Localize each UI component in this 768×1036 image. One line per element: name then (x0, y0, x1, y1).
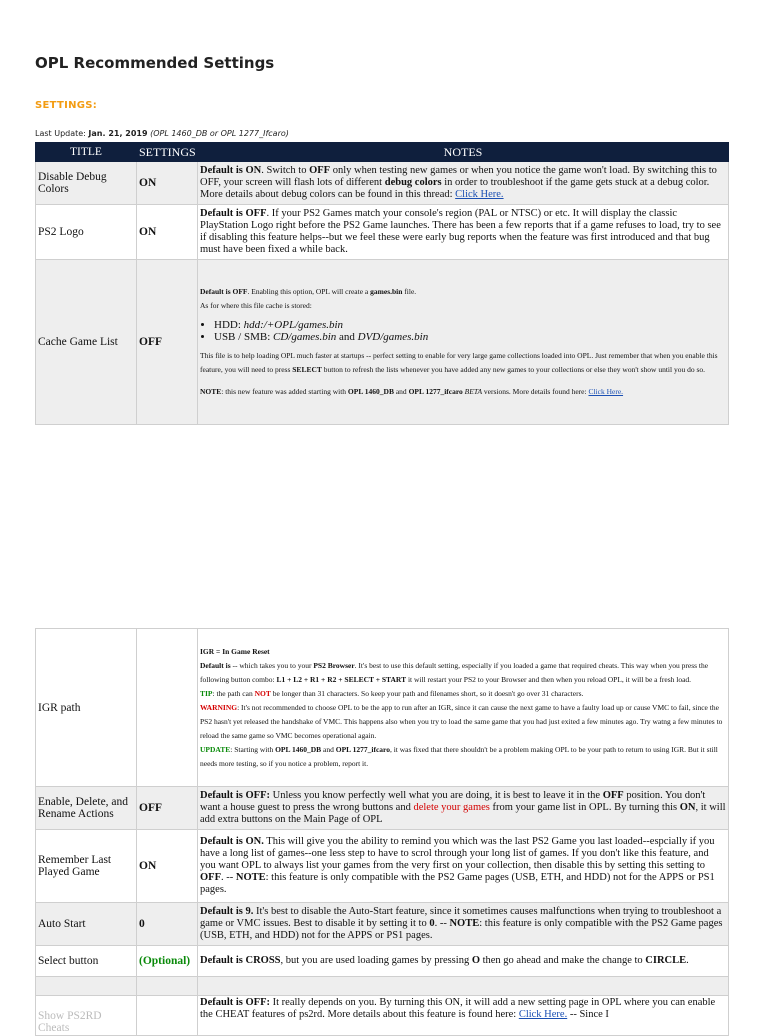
note-text: : this new feature was added starting with (221, 387, 348, 396)
igr-update (200, 743, 726, 771)
page-title: OPL Recommended Settings (35, 54, 275, 72)
last-update-date: Jan. 21, 2019 (88, 129, 148, 138)
row-notes (198, 205, 729, 260)
note-bold: SELECT (292, 365, 322, 374)
usb-label: USB / SMB: (214, 331, 273, 343)
table-row (36, 205, 729, 260)
settings-heading: SETTINGS: (35, 100, 98, 111)
note-bold: O (471, 955, 480, 966)
row-setting (137, 977, 198, 996)
note-bold: OFF (200, 872, 221, 883)
note-bold: Default is OFF: (200, 997, 270, 1008)
note-bold: OPL 1277_ifcaro (408, 387, 463, 396)
note-text: -- which takes you to your (230, 660, 314, 670)
table-row (36, 830, 729, 903)
table-row (36, 260, 729, 425)
igr-default (200, 659, 726, 687)
usb-and: and (336, 331, 358, 343)
cache-p1 (200, 285, 726, 299)
debug-colors-link[interactable]: Click Here. (455, 189, 504, 200)
table-header-row (36, 143, 729, 162)
note-text: . Enabling this option, OPL will create a (247, 287, 371, 296)
row-setting: OFF (137, 260, 198, 425)
row-title: Cache Game List (36, 260, 137, 425)
table-row (36, 162, 729, 205)
note-bold: OPL 1277_ifcaro (335, 744, 390, 754)
cache-details-link[interactable]: Click Here. (588, 387, 624, 396)
row-notes (198, 903, 729, 946)
usb-path-cd: CD/games.bin (273, 331, 337, 343)
note-text: position. You don't want a house guest to press the wrong buttons and (200, 790, 706, 813)
header-settings: SETTINGS (137, 143, 198, 162)
update-label: UPDATE (200, 744, 231, 754)
note-text: : the path can (212, 688, 255, 698)
note-bold: Default is ON (200, 165, 262, 176)
note-text: from your game list in OPL. By turning this (489, 802, 680, 813)
row-notes (198, 260, 729, 425)
note-bold: OPL 1460_DB (347, 387, 394, 396)
cheat-details-link[interactable]: Click Here. (518, 1009, 568, 1020)
note-text: . -- (434, 918, 450, 929)
note-text: it will restart your PS2 to your Browser and then when you reload OPL, it will be a fresh load. (406, 674, 692, 684)
note-bold: 0 (429, 918, 435, 929)
row-setting: (Optional) (137, 946, 198, 977)
list-item (214, 319, 726, 331)
row-title: Remember Last Played Game (36, 830, 137, 903)
table-row (36, 946, 729, 977)
note-bold: Default is (200, 660, 231, 670)
igr-warning (200, 701, 726, 743)
note-bold: Default is 9. (200, 906, 254, 917)
note-text: , but you are used loading games by pressing (280, 955, 472, 966)
note-bold: ON (679, 802, 696, 813)
note-bold: games.bin (370, 287, 403, 296)
row-setting (137, 629, 198, 787)
note-text: in order to troubleshoot if the game gets stuck at a debug color. More details about debug colors can be found in this thread: (200, 177, 710, 200)
note-text: and (393, 387, 409, 396)
row-title: Show PS2RD Cheats (36, 996, 137, 1036)
hdd-label: HDD: (214, 319, 244, 331)
note-text: . -- (221, 872, 236, 883)
not-label: NOT (254, 688, 271, 698)
row-setting (137, 996, 198, 1036)
note-text: file. (402, 287, 417, 296)
table-row (36, 903, 729, 946)
note-italic: BETA (462, 387, 483, 396)
row-setting: OFF (137, 787, 198, 830)
note-text: then go ahead and make the change to (479, 955, 646, 966)
row-notes (198, 830, 729, 903)
note-text: : this feature is only compatible with the PS2 Game pages (USB, ETH, and HDD) not for the APPS or PS1 pages. (200, 872, 715, 895)
note-bold: Default is OFF (200, 208, 267, 219)
settings-table-2 (35, 628, 729, 1036)
note-bold: Default is OFF (200, 287, 248, 296)
note-text: . If your PS2 Games match your console's region (PAL or NTSC) or etc. It will display the classic PlayStation Logo right before the PS2 Game launches. There has been a few reports that if a game refuses to load, try to see if disabling this feature helps--but we feel these were early bug reports when the feature was first introduced and that bug must have been fixed a while back. (200, 208, 721, 255)
row-notes (198, 996, 729, 1036)
row-setting: ON (137, 205, 198, 260)
cache-p4 (200, 385, 726, 399)
igr-tip (200, 687, 726, 701)
note-text: . It's best to use this default setting, especially if you loaded a game that required cheats. This way when you press the following button combo: (200, 660, 709, 684)
row-setting: ON (137, 830, 198, 903)
note-bold: NOTE (449, 918, 480, 929)
note-text: Unless you know perfectly well what you are doing, it is best to leave it in the (270, 790, 603, 801)
note-text: It's best to disable the Auto-Start feature, since it sometimes causes malfunctions when trying to troubleshoot a game or VMC issues. Best to disable it by setting it to (200, 906, 722, 929)
cache-location-list (200, 319, 726, 343)
note-bold: OFF (602, 790, 624, 801)
table-row (36, 996, 729, 1036)
delete-games-warning: delete your games (413, 802, 490, 813)
last-update-versions: (OPL 1460_DB or OPL 1277_Ifcaro) (150, 129, 289, 138)
note-text: -- Since I (567, 1009, 609, 1020)
note-text: . Switch to (261, 165, 310, 176)
cache-p2: As for where this file cache is stored: (200, 301, 312, 310)
note-text: : It's not recommended to choose OPL to be the app to run after an IGR, since it can cause the next game to have a faulty load up or cause VMC to fail, since the PS2 hasn't yet released the handshake of VMC. This happens also when you try to load the same game that you had just exited a few minutes ago. Try watng a few minutes to reload the same game so VMC becomes operational again. (200, 702, 723, 740)
note-text: It really depends on you. By turning this ON, it will add a new setting page in OPL where you can enable the CHEAT features of ps2rd. More details about this feature is found here: (200, 997, 716, 1020)
last-update-label: Last Update: (35, 129, 86, 138)
note-text: : this feature is only compatible with the PS2 Game pages (USB, ETH, and HDD) not for the APPS or PS1 pages. (200, 918, 723, 941)
note-text: and (321, 744, 336, 754)
row-title: PS2 Logo (36, 205, 137, 260)
row-title: Auto Start (36, 903, 137, 946)
warning-label: WARNING (200, 702, 238, 712)
row-title: Disable Debug Colors (36, 162, 137, 205)
note-bold: Default is CROSS (200, 955, 281, 966)
list-item (214, 331, 726, 343)
note-bold: OPL 1460_DB (275, 744, 322, 754)
row-title: Select button (36, 946, 137, 977)
note-text: only when testing new games or when you notice the game won't load. By switching this to OFF, your screen will flash lots of different (200, 165, 717, 188)
note-bold: Default is OFF: (200, 790, 270, 801)
note-bold: PS2 Browser (313, 660, 355, 670)
note-text: This will give you the ability to remind you which was the last PS2 Game you last loaded--espcially if you have a long list of games--one less step to have to scrol through your long list of games. If you don't like this feature, and you want OPL to always list your games from the very first on your collection, then disable this by setting this setting to (200, 836, 715, 871)
note-text: . (686, 955, 689, 966)
note-text: : Starting with (230, 744, 276, 754)
settings-table-1 (35, 142, 729, 425)
header-notes: NOTES (198, 143, 729, 162)
note-bold: NOTE (235, 872, 266, 883)
note-text: button to refresh the lists whenever you have added any new games to your collections or else they won't show until you do so. (321, 365, 706, 374)
cache-p3 (200, 349, 726, 377)
header-title: TITLE (36, 143, 137, 162)
row-setting: ON (137, 162, 198, 205)
note-bold: debug colors (384, 177, 442, 188)
row-notes (198, 787, 729, 830)
note-text: be longer than 31 characters. So keep your path and filenames short, so it doesn't go over 31 characters. (270, 688, 584, 698)
table-row (36, 787, 729, 830)
hdd-path: hdd:/+OPL/games.bin (243, 319, 344, 331)
note-bold: L1 + L2 + R1 + R2 + SELECT + START (276, 674, 407, 684)
last-update (35, 129, 289, 138)
note-bold: OFF (309, 165, 331, 176)
table-row (36, 977, 729, 996)
row-title (36, 977, 137, 996)
note-bold: NOTE (200, 387, 222, 396)
row-title: IGR path (36, 629, 137, 787)
note-text: , it was fixed that there shouldn't be a problem making OPL to be your path to return to using IGR. But it still needs more testing, so if you notice a problem, report it. (200, 744, 718, 768)
note-text: versions. More details found here: (482, 387, 589, 396)
row-setting: 0 (137, 903, 198, 946)
row-notes (198, 629, 729, 787)
note-text: This file is to help loading OPL much faster at startups -- perfect setting to enable for very large game collections loaded into OPL. Just remember that when you enable this feature, you will need to press (200, 351, 718, 374)
note-bold: Default is ON. (200, 836, 264, 847)
row-notes (198, 977, 729, 996)
row-title: Enable, Delete, and Rename Actions (36, 787, 137, 830)
row-notes (198, 162, 729, 205)
table-row (36, 629, 729, 787)
note-text: , it will add extra buttons on the Main Page of OPL (200, 802, 726, 825)
igr-heading: IGR = In Game Reset (200, 646, 270, 656)
note-bold: CIRCLE (645, 955, 687, 966)
tip-label: TIP (200, 688, 213, 698)
usb-path-dvd: DVD/games.bin (357, 331, 429, 343)
row-notes (198, 946, 729, 977)
